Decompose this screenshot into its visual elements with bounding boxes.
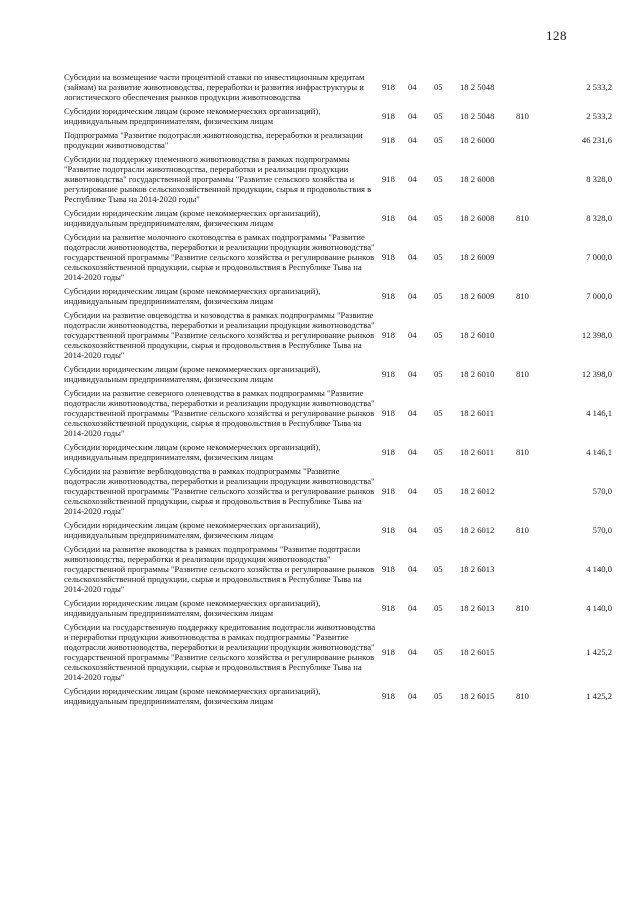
row-expense-type [516,386,550,440]
row-section-code: 04 [408,135,417,145]
row-amount: 4 146,1 [586,408,612,418]
row-expense-type [516,464,550,518]
row-amount: 2 533,2 [586,111,612,121]
row-name: Субсидии юридическим лицам (кроме некоммерческих организаций), индивидуальным предпринимателям, физическим лицам [64,364,321,384]
row-subsection-code: 05 [434,603,443,613]
row-subsection-code: 05 [434,82,443,92]
row-subsection-code: 05 [434,213,443,223]
row-amount: 8 328,0 [586,174,612,184]
row-amount: 7 000,0 [586,252,612,262]
row-name: Субсидии юридическим лицам (кроме некоммерческих организаций), индивидуальным предпринимателям, физическим лицам [64,442,321,462]
row-subsection-code: 05 [434,647,443,657]
row-section-code: 04 [408,447,417,457]
row-expense-type: 810 [516,691,529,701]
row-amount: 2 533,2 [586,82,612,92]
row-name: Субсидии юридическим лицам (кроме некоммерческих организаций), индивидуальным предпринимателям, физическим лицам [64,598,321,618]
row-admin-code: 918 [382,447,395,457]
row-target-article: 18 2 6009 [460,291,495,301]
row-name: Субсидии юридическим лицам (кроме некоммерческих организаций), индивидуальным предпринимателям, физическим лицам [64,106,321,126]
row-name: Субсидии на поддержку племенного животноводства в рамках подпрограммы "Развитие подотрасли животноводства, переработки и реализации продукции животноводства" государственной программы "Развитие сельского хозяйства и регулирование рынков сельскохозяйственной продукции, сырья и продовольствия в Республике Тыва на 2014-2020 годы" [64,154,372,204]
row-name: Субсидии на возмещение части процентной ставки по инвестиционным кредитам (займам) на развитие животноводства, переработки и развития инфраструктуры и логистического обеспечения рынков продукции животноводства [64,72,365,102]
table-row [64,386,612,440]
row-name: Субсидии на развитие северного оленеводства в рамках подпрограммы "Развитие подотрасли животноводства, переработки и реализации продукции животноводства" государственной программы "Развитие сельского хозяйства и регулирование рынков сельскохозяйственной продукции, сырья и продовольствия в Республике Тыва на 2014-2020 годы" [64,388,375,438]
row-amount: 1 425,2 [586,691,612,701]
row-section-code: 04 [408,213,417,223]
row-admin-code: 918 [382,174,395,184]
row-admin-code: 918 [382,82,395,92]
row-target-article: 18 2 6011 [460,447,495,457]
row-name: Субсидии юридическим лицам (кроме некоммерческих организаций), индивидуальным предпринимателям, физическим лицам [64,286,321,306]
row-admin-code: 918 [382,408,395,418]
row-amount: 8 328,0 [586,213,612,223]
row-subsection-code: 05 [434,408,443,418]
table-row [64,206,612,230]
row-amount: 570,0 [592,525,612,535]
row-expense-type [516,152,550,206]
row-name: Субсидии на развитие верблюдоводства в рамках подпрограммы "Развитие подотрасли животноводства, переработки и реализации продукции животноводства" государственной программы "Развитие сельского хозяйства и регулирование рынков сельскохозяйственной продукции, сырья и продовольствия в Республике Тыва на 2014-2020 годы" [64,466,375,516]
row-target-article: 18 2 6009 [460,252,495,262]
row-subsection-code: 05 [434,564,443,574]
row-target-article: 18 2 6008 [460,213,495,223]
row-expense-type: 810 [516,369,529,379]
row-name: Субсидии на государственную поддержку кредитования подотрасли животноводства и переработки продукции животноводства в рамках подпрограммы "Развитие подотрасли животноводства, переработки и реализации продукции животноводства" государственной программы "Развитие сельского хозяйства и регулирование рынков сельскохозяйственной продукции, сырья и продовольствия в Республике Тыва на 2014-2020 годы" [64,622,376,682]
row-admin-code: 918 [382,111,395,121]
row-expense-type: 810 [516,603,529,613]
row-admin-code: 918 [382,486,395,496]
row-subsection-code: 05 [434,447,443,457]
row-section-code: 04 [408,174,417,184]
table-row [64,684,612,708]
row-target-article: 18 2 5048 [460,82,495,92]
row-name: Подпрограмма "Развитие подотрасли животноводства, переработки и реализации продукции животноводства" [64,130,363,150]
row-section-code: 04 [408,330,417,340]
table-row [64,104,612,128]
table-row [64,464,612,518]
budget-table-body [64,70,612,708]
row-subsection-code: 05 [434,486,443,496]
table-row [64,152,612,206]
row-target-article: 18 2 6010 [460,330,495,340]
row-expense-type: 810 [516,447,529,457]
row-subsection-code: 05 [434,252,443,262]
table-row [64,518,612,542]
row-name: Субсидии на развитие овцеводства и козоводства в рамках подпрограммы "Развитие подотрасли животноводства, переработки и реализации продукции животноводства" государственной программы "Развитие сельского хозяйства и регулирование рынков сельскохозяйственной продукции, сырья и продовольствия в Республике Тыва на 2014-2020 годы" [64,310,375,360]
row-section-code: 04 [408,408,417,418]
table-row [64,596,612,620]
row-target-article: 18 2 6012 [460,486,495,496]
row-section-code: 04 [408,111,417,121]
row-expense-type [516,542,550,596]
row-section-code: 04 [408,647,417,657]
row-target-article: 18 2 6012 [460,525,495,535]
row-target-article: 18 2 6011 [460,408,495,418]
row-subsection-code: 05 [434,369,443,379]
row-expense-type: 810 [516,213,529,223]
table-row [64,542,612,596]
row-subsection-code: 05 [434,291,443,301]
row-section-code: 04 [408,603,417,613]
row-name: Субсидии на развитие молочного скотоводства в рамках подпрограммы "Развитие подотрасли животноводства, переработки и реализации продукции животноводства" государственной программы "Развитие сельского хозяйства и регулирование рынков сельскохозяйственной продукции, сырья и продовольствия в Республике Тыва на 2014-2020 годы" [64,232,375,282]
row-name: Субсидии юридическим лицам (кроме некоммерческих организаций), индивидуальным предпринимателям, физическим лицам [64,686,321,706]
table-row [64,284,612,308]
row-section-code: 04 [408,82,417,92]
row-expense-type [516,128,550,152]
row-admin-code: 918 [382,647,395,657]
row-amount: 4 140,0 [586,564,612,574]
row-expense-type: 810 [516,291,529,301]
row-name: Субсидии на развитие яководства в рамках подпрограммы "Развитие подотрасли животноводства, переработки и реализации продукции животноводства" государственной программы "Развитие сельского хозяйства и регулирование рынков сельскохозяйственной продукции, сырья и продовольствия в Республике Тыва на 2014-2020 годы" [64,544,375,594]
row-admin-code: 918 [382,603,395,613]
row-subsection-code: 05 [434,111,443,121]
row-expense-type: 810 [516,111,529,121]
row-amount: 46 231,6 [581,135,612,145]
row-admin-code: 918 [382,525,395,535]
row-admin-code: 918 [382,330,395,340]
table-row [64,70,612,104]
row-name: Субсидии юридическим лицам (кроме некоммерческих организаций), индивидуальным предпринимателям, физическим лицам [64,208,321,228]
row-admin-code: 918 [382,252,395,262]
row-section-code: 04 [408,369,417,379]
row-target-article: 18 2 6015 [460,691,495,701]
table-row [64,620,612,684]
row-section-code: 04 [408,252,417,262]
row-target-article: 18 2 6013 [460,603,495,613]
row-admin-code: 918 [382,369,395,379]
row-admin-code: 918 [382,213,395,223]
row-amount: 570,0 [592,486,612,496]
row-amount: 1 425,2 [586,647,612,657]
row-amount: 12 398,0 [581,330,612,340]
row-admin-code: 918 [382,291,395,301]
table-row [64,362,612,386]
row-target-article: 18 2 6008 [460,174,495,184]
row-target-article: 18 2 6013 [460,564,495,574]
table-row [64,128,612,152]
row-section-code: 04 [408,486,417,496]
row-amount: 4 146,1 [586,447,612,457]
row-subsection-code: 05 [434,691,443,701]
budget-table [64,70,612,708]
row-amount: 12 398,0 [581,369,612,379]
row-subsection-code: 05 [434,174,443,184]
row-target-article: 18 2 6000 [460,135,495,145]
row-admin-code: 918 [382,135,395,145]
row-subsection-code: 05 [434,135,443,145]
row-target-article: 18 2 6015 [460,647,495,657]
row-subsection-code: 05 [434,330,443,340]
row-expense-type [516,230,550,284]
row-amount: 4 140,0 [586,603,612,613]
row-name: Субсидии юридическим лицам (кроме некоммерческих организаций), индивидуальным предпринимателям, физическим лицам [64,520,321,540]
row-expense-type [516,620,550,684]
row-expense-type [516,308,550,362]
table-row [64,440,612,464]
page-number: 128 [546,28,567,43]
row-section-code: 04 [408,564,417,574]
row-section-code: 04 [408,691,417,701]
table-row [64,230,612,284]
row-expense-type: 810 [516,525,529,535]
row-amount: 7 000,0 [586,291,612,301]
row-admin-code: 918 [382,691,395,701]
row-target-article: 18 2 6010 [460,369,495,379]
row-section-code: 04 [408,291,417,301]
row-admin-code: 918 [382,564,395,574]
row-section-code: 04 [408,525,417,535]
row-subsection-code: 05 [434,525,443,535]
row-target-article: 18 2 5048 [460,111,495,121]
table-row [64,308,612,362]
row-expense-type [516,70,550,104]
